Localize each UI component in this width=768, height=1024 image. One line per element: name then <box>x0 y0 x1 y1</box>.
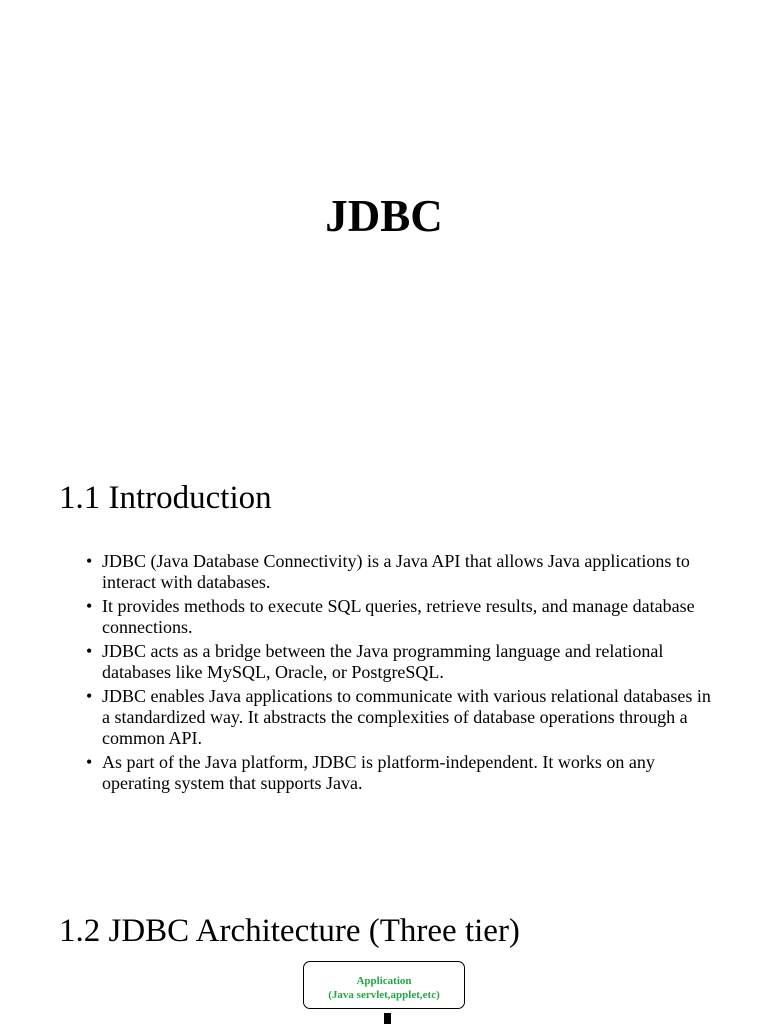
list-item <box>86 641 716 683</box>
list-item <box>86 596 716 638</box>
list-item <box>86 686 716 749</box>
diagram-connector-arrow <box>384 1013 391 1024</box>
application-tier-label: Application <box>356 975 412 987</box>
bullet-icon: • <box>86 641 93 661</box>
bullet-text: JDBC enables Java applications to communicate with various relational databases in a standardized way. It abstracts the complexities of database operations through a common API. <box>102 686 711 748</box>
section-heading-introduction: 1.1 Introduction <box>59 480 272 516</box>
document-title: JDBC <box>325 191 443 241</box>
bullet-text: As part of the Java platform, JDBC is platform-independent. It works on any operating system that supports Java. <box>102 752 655 793</box>
bullet-icon: • <box>86 752 93 772</box>
application-tier-sublabel: (Java servlet,applet,etc) <box>328 989 440 1001</box>
application-tier-box <box>303 961 465 1009</box>
bullet-text: JDBC (Java Database Connectivity) is a Java API that allows Java applications to interact with databases. <box>102 551 690 592</box>
section-heading-architecture: 1.2 JDBC Architecture (Three tier) <box>59 913 520 949</box>
list-item <box>86 752 716 794</box>
bullet-icon: • <box>86 551 93 571</box>
list-item <box>86 551 716 593</box>
bullet-text: It provides methods to execute SQL queries, retrieve results, and manage database connections. <box>102 596 695 637</box>
bullet-icon: • <box>86 686 93 706</box>
bullet-icon: • <box>86 596 93 616</box>
bullet-text: JDBC acts as a bridge between the Java programming language and relational databases like MySQL, Oracle, or PostgreSQL. <box>102 641 664 682</box>
introduction-bullet-list <box>86 551 716 797</box>
